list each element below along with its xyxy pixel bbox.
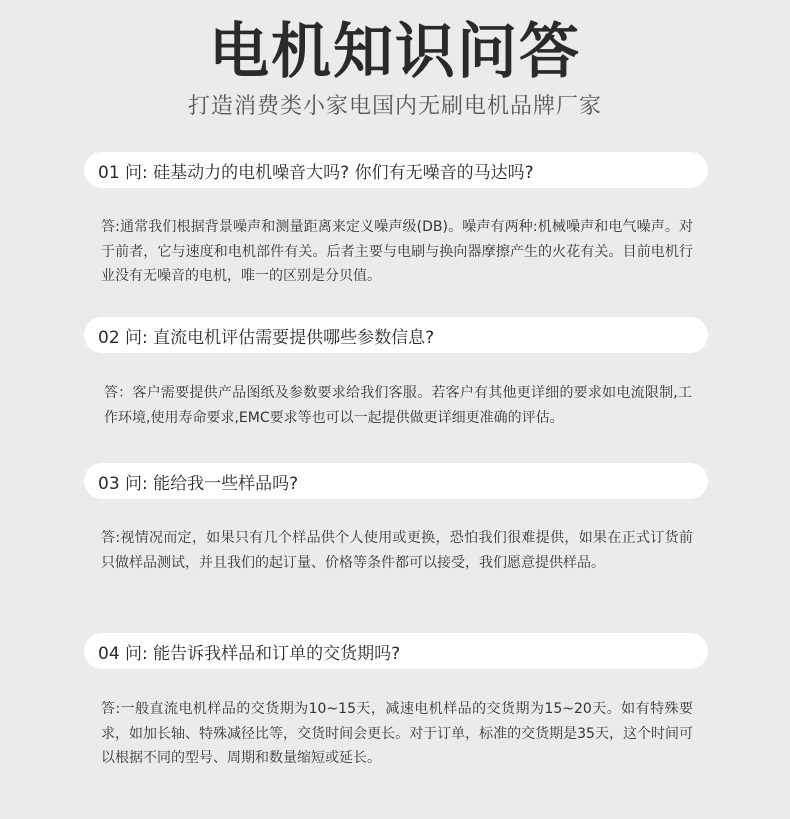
- faq-answer-2: 答：客户需要提供产品图纸及参数要求给我们客服。若客户有其他更详细的要求如电流限制,工作环境,使用寿命要求,EMC要求等也可以一起提供做更详细更准确的评估。: [104, 385, 692, 426]
- page-title: 电机知识问答: [209, 17, 581, 87]
- faq-question-1: [84, 152, 708, 188]
- faq-answer-4: 答:一般直流电机样品的交货期为10~15天，减速电机样品的交货期为15~20天。如有特殊要求，如加长轴、特殊减径比等，交货时间会更长。对于订单，标准的交货期是35天，这个时间可以根据不同的型号、周期和数量缩短或延长。: [101, 701, 693, 766]
- faq-question-4: [84, 633, 708, 669]
- faq-question-3-text: 03 问: 能给我一些样品吗?: [98, 473, 299, 494]
- faq-question-2-text: 02 问: 直流电机评估需要提供哪些参数信息?: [98, 327, 435, 348]
- faq-question-3: [84, 463, 708, 499]
- faq-answer-1: 答:通常我们根据背景噪声和测量距离来定义噪声级(DB)。噪声有两种:机械噪声和电气噪声。对于前者，它与速度和电机部件有关。后者主要与电刷与换向器摩擦产生的火花有关。目前电机行业没有无噪音的电机，唯一的区别是分贝值。: [101, 219, 693, 284]
- faq-question-1-text: 01 问: 硅基动力的电机噪音大吗? 你们有无噪音的马达吗?: [98, 162, 534, 183]
- faq-question-2: [84, 317, 708, 353]
- faq-answer-3: 答:视情况而定，如果只有几个样品供个人使用或更换，恐怕我们很难提供，如果在正式订货前只做样品测试，并且我们的起订量、价格等条件都可以接受，我们愿意提供样品。: [101, 530, 693, 571]
- faq-question-4-text: 04 问: 能告诉我样品和订单的交货期吗?: [98, 643, 401, 664]
- page-subtitle: 打造消费类小家电国内无刷电机品牌厂家: [187, 94, 602, 119]
